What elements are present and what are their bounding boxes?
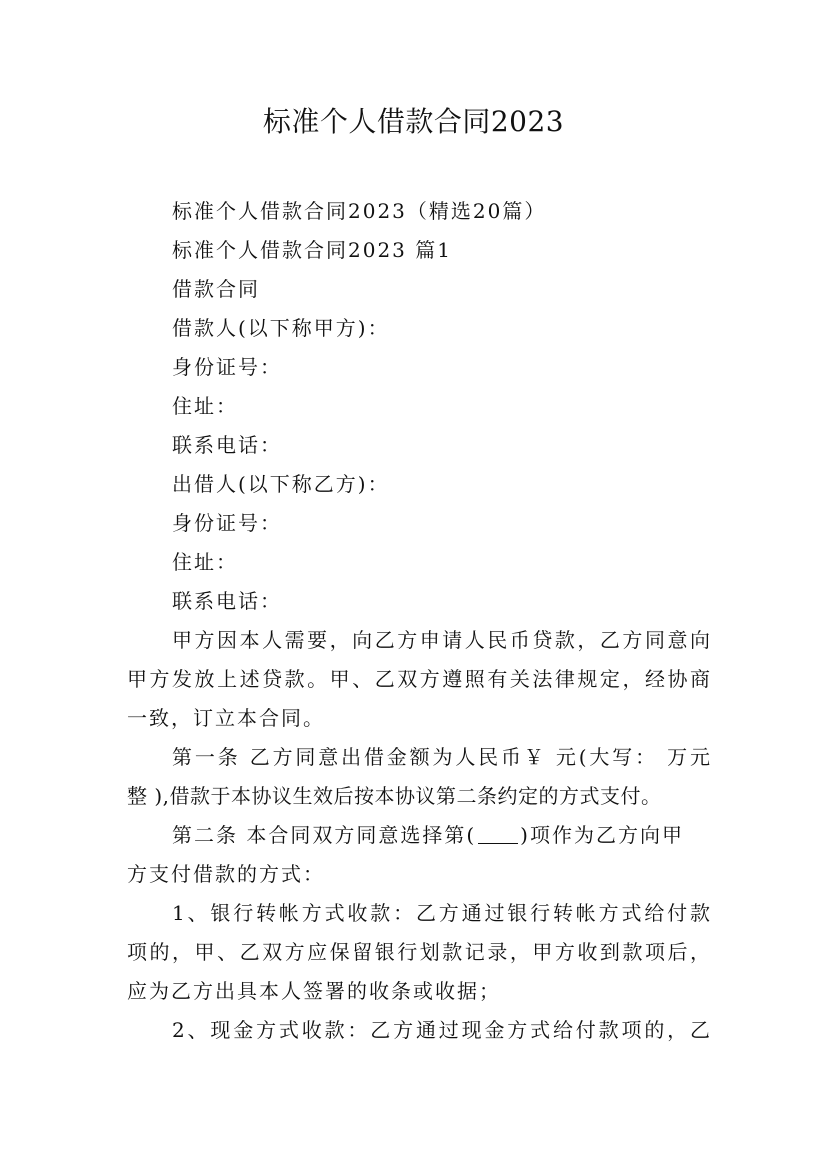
article-two-line xyxy=(127,816,712,855)
paragraph-line: 一致，订立本合同。 xyxy=(127,706,325,730)
article-two-line: 方支付借款的方式： xyxy=(127,862,325,886)
clause-two-line: 2、现金方式收款：乙方通过现金方式给付款项的，乙 xyxy=(172,1018,712,1042)
contract-heading: 借款合同 xyxy=(172,277,260,301)
clause-one-line: 项的，甲、乙双方应保留银行划款记录，甲方收到款项后， xyxy=(127,940,712,964)
subtitle-line: 标准个人借款合同2023（精选20篇） xyxy=(172,199,547,223)
lender-id-label: 身份证号： xyxy=(172,511,282,535)
article-one-line: 整 ),借款于本协议生效后按本协议第二条约定的方式支付。 xyxy=(127,784,662,808)
paragraph-line: 甲方发放上述贷款。甲、乙双方遵照有关法律规定，经协商 xyxy=(127,667,712,691)
borrower-label: 借款人(以下称甲方)： xyxy=(172,316,390,340)
lender-label: 出借人(以下称乙方)： xyxy=(172,472,390,496)
article-two-text: 第二条 本合同双方同意选择第( xyxy=(172,823,477,847)
clause-one-line: 应为乙方出具本人签署的收条或收据； xyxy=(127,979,501,1003)
section-heading: 标准个人借款合同2023 篇1 xyxy=(172,238,452,262)
fill-in-blank xyxy=(478,823,518,844)
borrower-phone-label: 联系电话： xyxy=(172,433,282,457)
lender-address-label: 住址： xyxy=(172,550,238,574)
document-title: 标准个人借款合同2023 xyxy=(262,105,565,138)
borrower-id-label: 身份证号： xyxy=(172,355,282,379)
article-one-line: 第一条 乙方同意出借金额为人民币￥ 元(大写： 万元 xyxy=(172,745,712,769)
document-body xyxy=(127,192,712,1050)
borrower-address-label: 住址： xyxy=(172,394,238,418)
clause-one-line: 1、银行转帐方式收款：乙方通过银行转帐方式给付款 xyxy=(172,901,712,925)
article-two-text: )项作为乙方向甲 xyxy=(520,823,684,847)
lender-phone-label: 联系电话： xyxy=(172,589,282,613)
paragraph-line: 甲方因本人需要，向乙方申请人民币贷款，乙方同意向 xyxy=(172,628,712,652)
